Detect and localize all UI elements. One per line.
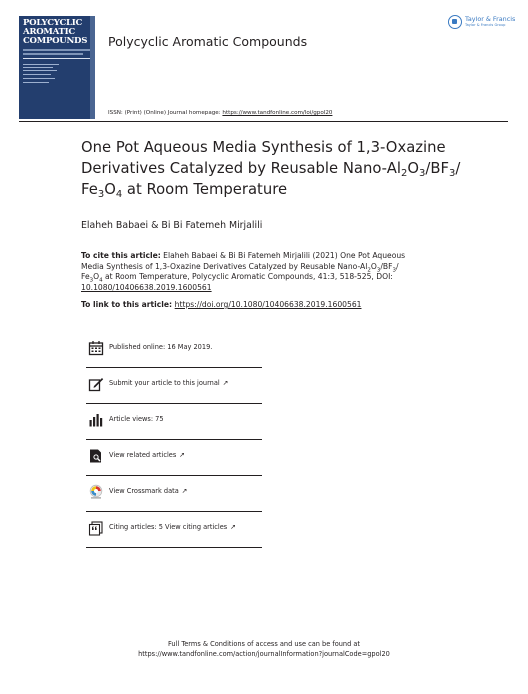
publisher-sub: Taylor & Francis Group (465, 23, 506, 27)
cover-decoration (23, 58, 91, 59)
submit-article-link[interactable]: Submit your article to this journal (109, 379, 220, 387)
calendar-icon (88, 340, 104, 356)
submit-article-item[interactable] (86, 373, 262, 403)
cover-decoration (23, 78, 55, 79)
search-document-icon (88, 448, 104, 464)
publisher-name: Taylor & Francis (465, 15, 516, 23)
publisher-logo (448, 13, 522, 31)
item-divider (86, 367, 262, 368)
citation-label: To cite this article: (81, 251, 161, 260)
issn-label: ISSN: (Print) (Online) Journal homepage: (108, 110, 223, 116)
external-link-icon: ↗ (181, 487, 188, 495)
article-views-item (86, 409, 262, 439)
cover-decoration (23, 49, 91, 51)
cover-stripe (90, 16, 95, 119)
cover-decoration (23, 82, 49, 83)
crossmark-item[interactable] (86, 481, 262, 511)
footer-terms-text: Full Terms & Conditions of access and use can be found at (167, 640, 361, 648)
published-online-text: Published online: 16 May 2019. (109, 343, 213, 351)
article-link-line (81, 300, 361, 309)
citation-icon (88, 520, 104, 536)
external-link-icon: ↗ (230, 523, 236, 531)
doi-link[interactable]: 10.1080/10406638.2019.1600561 (81, 282, 212, 292)
related-articles-item[interactable] (86, 445, 262, 475)
item-divider (86, 547, 262, 548)
header-divider (19, 121, 508, 122)
article-views-text: Article views: 75 (109, 415, 164, 423)
link-label: To link to this article: (81, 300, 175, 309)
cover-decoration (23, 64, 59, 65)
citing-articles-item[interactable] (86, 517, 262, 547)
article-title: One Pot Aqueous Media Synthesis of 1,3-Oxazine Derivatives Catalyzed by Reusable Nano-$Al_2O_3/BF_3/$ $Fe_3O_4$ at Room Temperature (81, 139, 461, 200)
journal-name: Polycyclic Aromatic Compounds (108, 34, 308, 49)
related-articles-link[interactable]: View related articles (109, 451, 177, 459)
cover-title: POLYCYCLIC AROMATIC COMPOUNDS (23, 18, 88, 46)
item-divider (86, 439, 262, 440)
journal-homepage-link[interactable]: https://www.tandfonline.com/loi/gpol20 (222, 110, 333, 116)
cover-decoration (23, 67, 53, 68)
external-link-icon: ↗ (222, 379, 229, 387)
cover-decoration (23, 53, 83, 55)
published-online-item (86, 337, 262, 367)
footer (0, 640, 528, 659)
cover-decoration (23, 74, 51, 75)
cover-decoration (23, 70, 57, 71)
citation-block: To cite this article: Elaheh Babaei & Bi Bi Fatemeh Mirjalili (2021) One Pot Aqueous Media Synthesis of 1,3-Oxazine Derivatives Catalyzed by Reusable Nano-$Al_2O_3/BF_3/$ $Fe_3O_4$ at Room Temperature, Polycyclic Aromatic Compounds, 41:3, 518-525, DOI: 10.1080/10406638.2019.1600561 (81, 251, 406, 292)
citing-articles-link[interactable]: Citing articles: 5 View citing articles (109, 523, 228, 531)
bar-chart-icon (88, 412, 104, 428)
article-doi-link[interactable]: https://doi.org/10.1080/10406638.2019.1600561 (174, 300, 362, 309)
journal-cover-image (19, 16, 95, 119)
item-divider (86, 475, 262, 476)
footer-terms-link[interactable]: https://www.tandfonline.com/action/journalInformation?journalCode=gpol20 (138, 649, 390, 658)
crossmark-link[interactable]: View Crossmark data (109, 487, 179, 495)
crossmark-icon (88, 484, 104, 500)
item-divider (86, 511, 262, 512)
edit-icon (88, 376, 104, 392)
article-authors: Elaheh Babaei & Bi Bi Fatemeh Mirjalili (81, 220, 263, 231)
issn-line (108, 110, 332, 116)
publisher-logo-icon (448, 15, 462, 29)
item-divider (86, 403, 262, 404)
external-link-icon: ↗ (179, 451, 185, 459)
